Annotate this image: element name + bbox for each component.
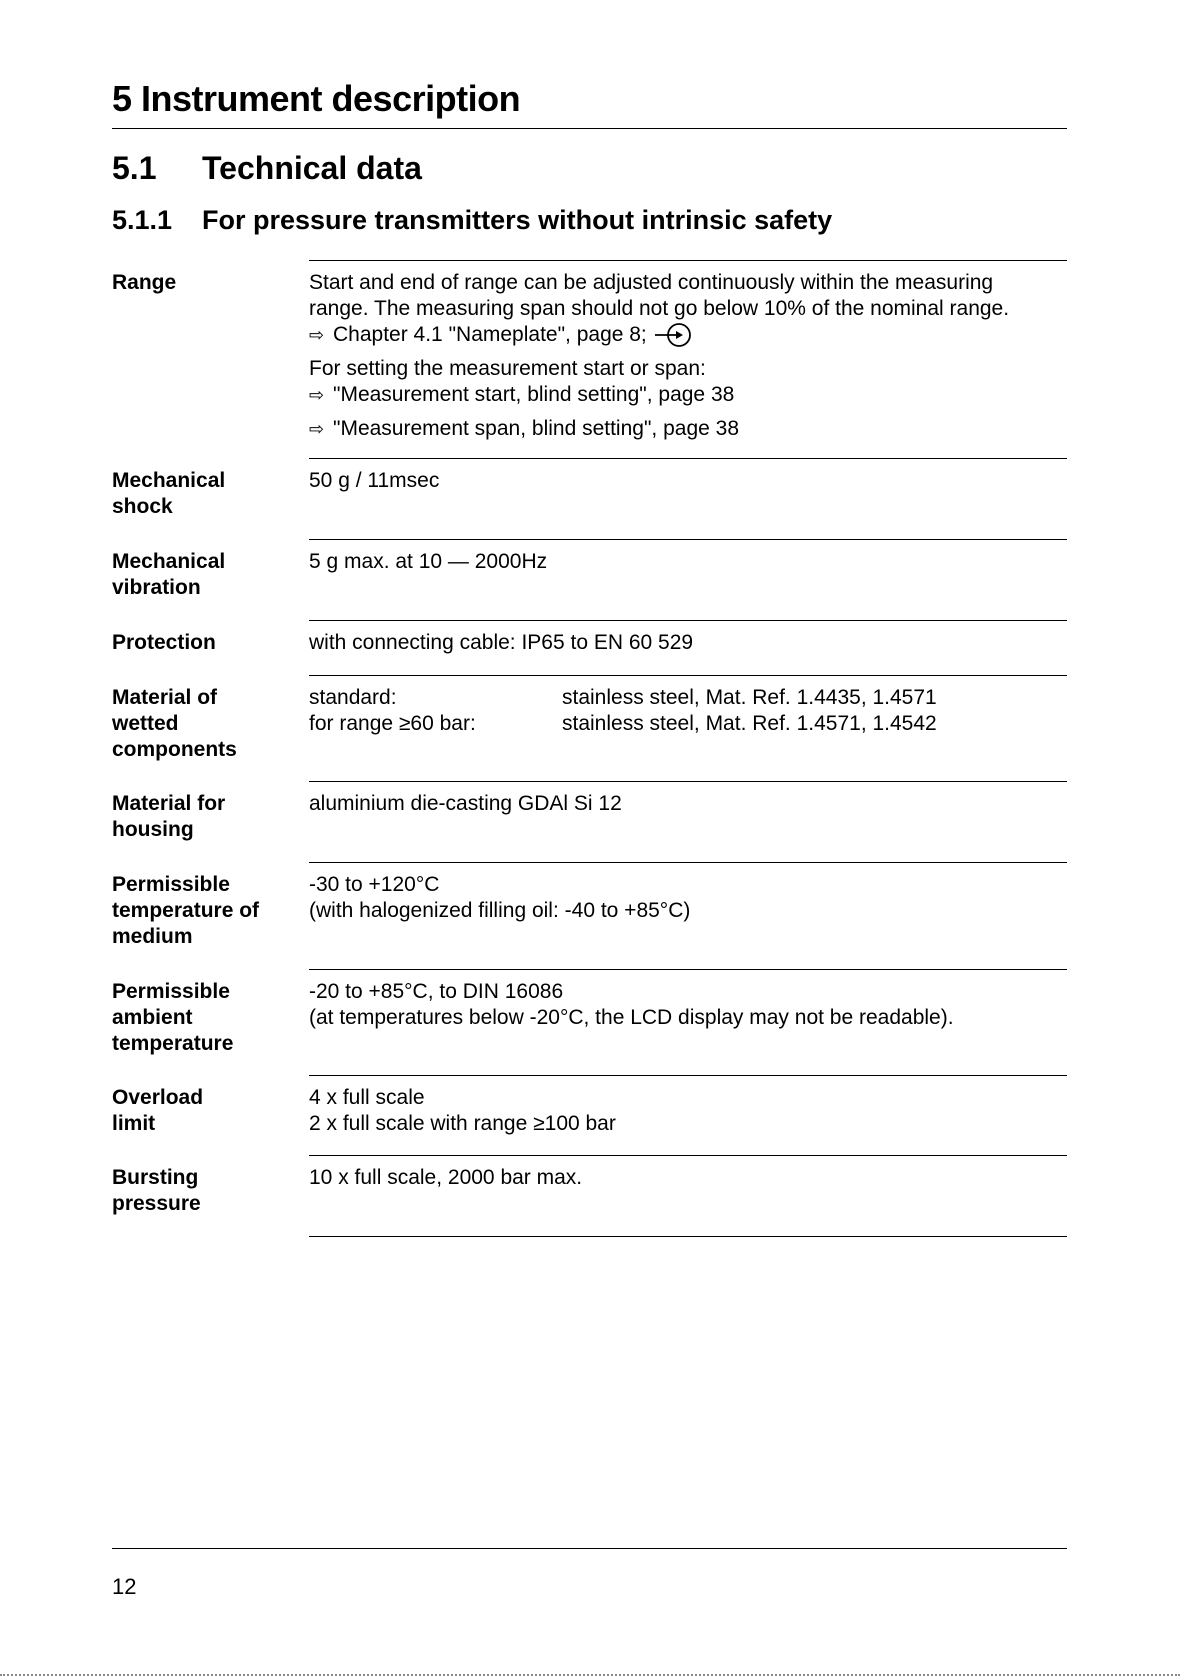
label-line: Material for bbox=[112, 792, 226, 815]
label-line: shock bbox=[112, 495, 173, 518]
spec-row-mechanical-shock bbox=[112, 458, 1067, 539]
range-paragraph-2 bbox=[309, 356, 1067, 408]
subsection-title: For pressure transmitters without intrinsic safety bbox=[202, 205, 833, 235]
title-divider bbox=[112, 128, 1067, 129]
range-reference-start[interactable] bbox=[309, 382, 1067, 408]
range-line: Start and end of range can be adjusted continuously within the measuring bbox=[309, 271, 994, 294]
footer-divider bbox=[112, 1548, 1067, 1549]
range-reference-span[interactable] bbox=[309, 416, 1067, 442]
label-line: temperature bbox=[112, 1032, 234, 1055]
value-line: 50 g / 11msec bbox=[309, 469, 440, 492]
range-reference-nameplate[interactable] bbox=[309, 322, 1067, 348]
label-line: Range bbox=[112, 271, 177, 294]
subsection-number: 5.1.1 bbox=[112, 205, 173, 235]
material-row bbox=[309, 685, 1067, 711]
spec-label-mechanical-vibration bbox=[112, 549, 309, 620]
label-line: components bbox=[112, 738, 237, 761]
cross-reference-arrow-icon: ⇨ bbox=[309, 419, 325, 440]
label-line: Permissible bbox=[112, 980, 230, 1003]
value-line: 10 x full scale, 2000 bar max. bbox=[309, 1166, 583, 1189]
range-paragraph-3 bbox=[309, 416, 1067, 442]
spec-row-material-housing bbox=[112, 781, 1067, 862]
value-line: 5 g max. at 10 — 2000Hz bbox=[309, 550, 548, 573]
cross-reference-arrow-icon: ⇨ bbox=[309, 325, 325, 345]
spec-row-temperature-medium bbox=[112, 862, 1067, 969]
spec-value-range bbox=[309, 270, 1067, 458]
label-line: temperature of bbox=[112, 899, 260, 922]
range-line: For setting the measurement start or span: bbox=[309, 357, 706, 381]
label-line: ambient bbox=[112, 1006, 193, 1029]
range-paragraph-1 bbox=[309, 270, 1067, 348]
spec-label-material-wetted bbox=[112, 685, 309, 781]
material-key: standard: bbox=[309, 686, 397, 709]
spec-value-mechanical-vibration bbox=[309, 549, 1067, 620]
label-line: pressure bbox=[112, 1192, 201, 1215]
section-title: Technical data bbox=[202, 150, 422, 186]
label-line: Mechanical bbox=[112, 550, 226, 573]
material-value: stainless steel, Mat. Ref. 1.4435, 1.4571 bbox=[562, 686, 937, 709]
reference-text: "Measurement start, blind setting", page 38 bbox=[333, 383, 735, 407]
value-line: -30 to +120°C bbox=[309, 873, 440, 896]
spec-value-mechanical-shock bbox=[309, 468, 1067, 539]
label-line: Mechanical bbox=[112, 469, 226, 492]
target-arrow-icon bbox=[653, 322, 695, 348]
spec-row-bursting-pressure bbox=[112, 1155, 1067, 1236]
label-line: medium bbox=[112, 925, 193, 948]
value-line: aluminium die-casting GDAl Si 12 bbox=[309, 792, 622, 815]
spec-row-temperature-ambient bbox=[112, 969, 1067, 1075]
spec-value-bursting-pressure bbox=[309, 1165, 1067, 1236]
spec-row-mechanical-vibration bbox=[112, 539, 1067, 620]
spec-value-material-wetted bbox=[309, 685, 1067, 781]
label-line: housing bbox=[112, 818, 194, 841]
value-line: (with halogenized filling oil: -40 to +85°C) bbox=[309, 899, 691, 922]
spec-value-overload-limit bbox=[309, 1085, 1067, 1155]
spec-label-material-housing bbox=[112, 791, 309, 862]
spec-row-material-wetted bbox=[112, 675, 1067, 781]
material-row bbox=[309, 711, 1067, 737]
page-number: 12 bbox=[112, 1574, 137, 1599]
page-title: 5 Instrument description bbox=[112, 78, 521, 119]
technical-data-table bbox=[112, 260, 1067, 1236]
section-number: 5.1 bbox=[112, 150, 157, 186]
label-line: wetted bbox=[112, 712, 179, 735]
spec-row-range bbox=[112, 260, 1067, 458]
cross-reference-arrow-icon: ⇨ bbox=[309, 385, 325, 406]
reference-text: Chapter 4.1 "Nameplate", page 8; bbox=[333, 323, 647, 346]
spec-label-mechanical-shock bbox=[112, 468, 309, 539]
spec-row-protection bbox=[112, 620, 1067, 675]
page-edge-dots bbox=[0, 1674, 1180, 1676]
spec-row-overload-limit bbox=[112, 1075, 1067, 1155]
spec-value-temperature-medium bbox=[309, 872, 1067, 969]
value-line: with connecting cable: IP65 to EN 60 529 bbox=[309, 631, 694, 654]
spec-label-protection bbox=[112, 630, 309, 675]
spec-value-protection bbox=[309, 630, 1067, 675]
subsection-heading bbox=[112, 205, 832, 236]
value-line: (at temperatures below -20°C, the LCD display may not be readable). bbox=[309, 1006, 954, 1029]
label-line: Permissible bbox=[112, 873, 230, 896]
label-line: Bursting bbox=[112, 1166, 199, 1189]
value-line: 4 x full scale bbox=[309, 1086, 425, 1109]
label-line: limit bbox=[112, 1112, 156, 1135]
reference-text: "Measurement span, blind setting", page 38 bbox=[333, 417, 739, 441]
spec-label-bursting-pressure bbox=[112, 1165, 309, 1236]
spec-value-material-housing bbox=[309, 791, 1067, 862]
label-line: Overload bbox=[112, 1086, 204, 1109]
value-line: 2 x full scale with range ≥100 bar bbox=[309, 1112, 616, 1135]
section-heading bbox=[112, 150, 422, 187]
label-line: Protection bbox=[112, 631, 216, 654]
spec-value-temperature-ambient bbox=[309, 979, 1067, 1075]
material-key: for range ≥60 bar: bbox=[309, 712, 476, 735]
range-line: range. The measuring span should not go below 10% of the nominal range. bbox=[309, 297, 1010, 320]
label-line: Material of bbox=[112, 686, 218, 709]
spec-label-temperature-medium bbox=[112, 872, 309, 969]
spec-label-overload-limit bbox=[112, 1085, 309, 1155]
material-value: stainless steel, Mat. Ref. 1.4571, 1.4542 bbox=[562, 712, 937, 735]
value-line: -20 to +85°C, to DIN 16086 bbox=[309, 980, 564, 1003]
label-line: vibration bbox=[112, 576, 201, 599]
spec-label-temperature-ambient bbox=[112, 979, 309, 1075]
spec-label-range bbox=[112, 270, 309, 458]
